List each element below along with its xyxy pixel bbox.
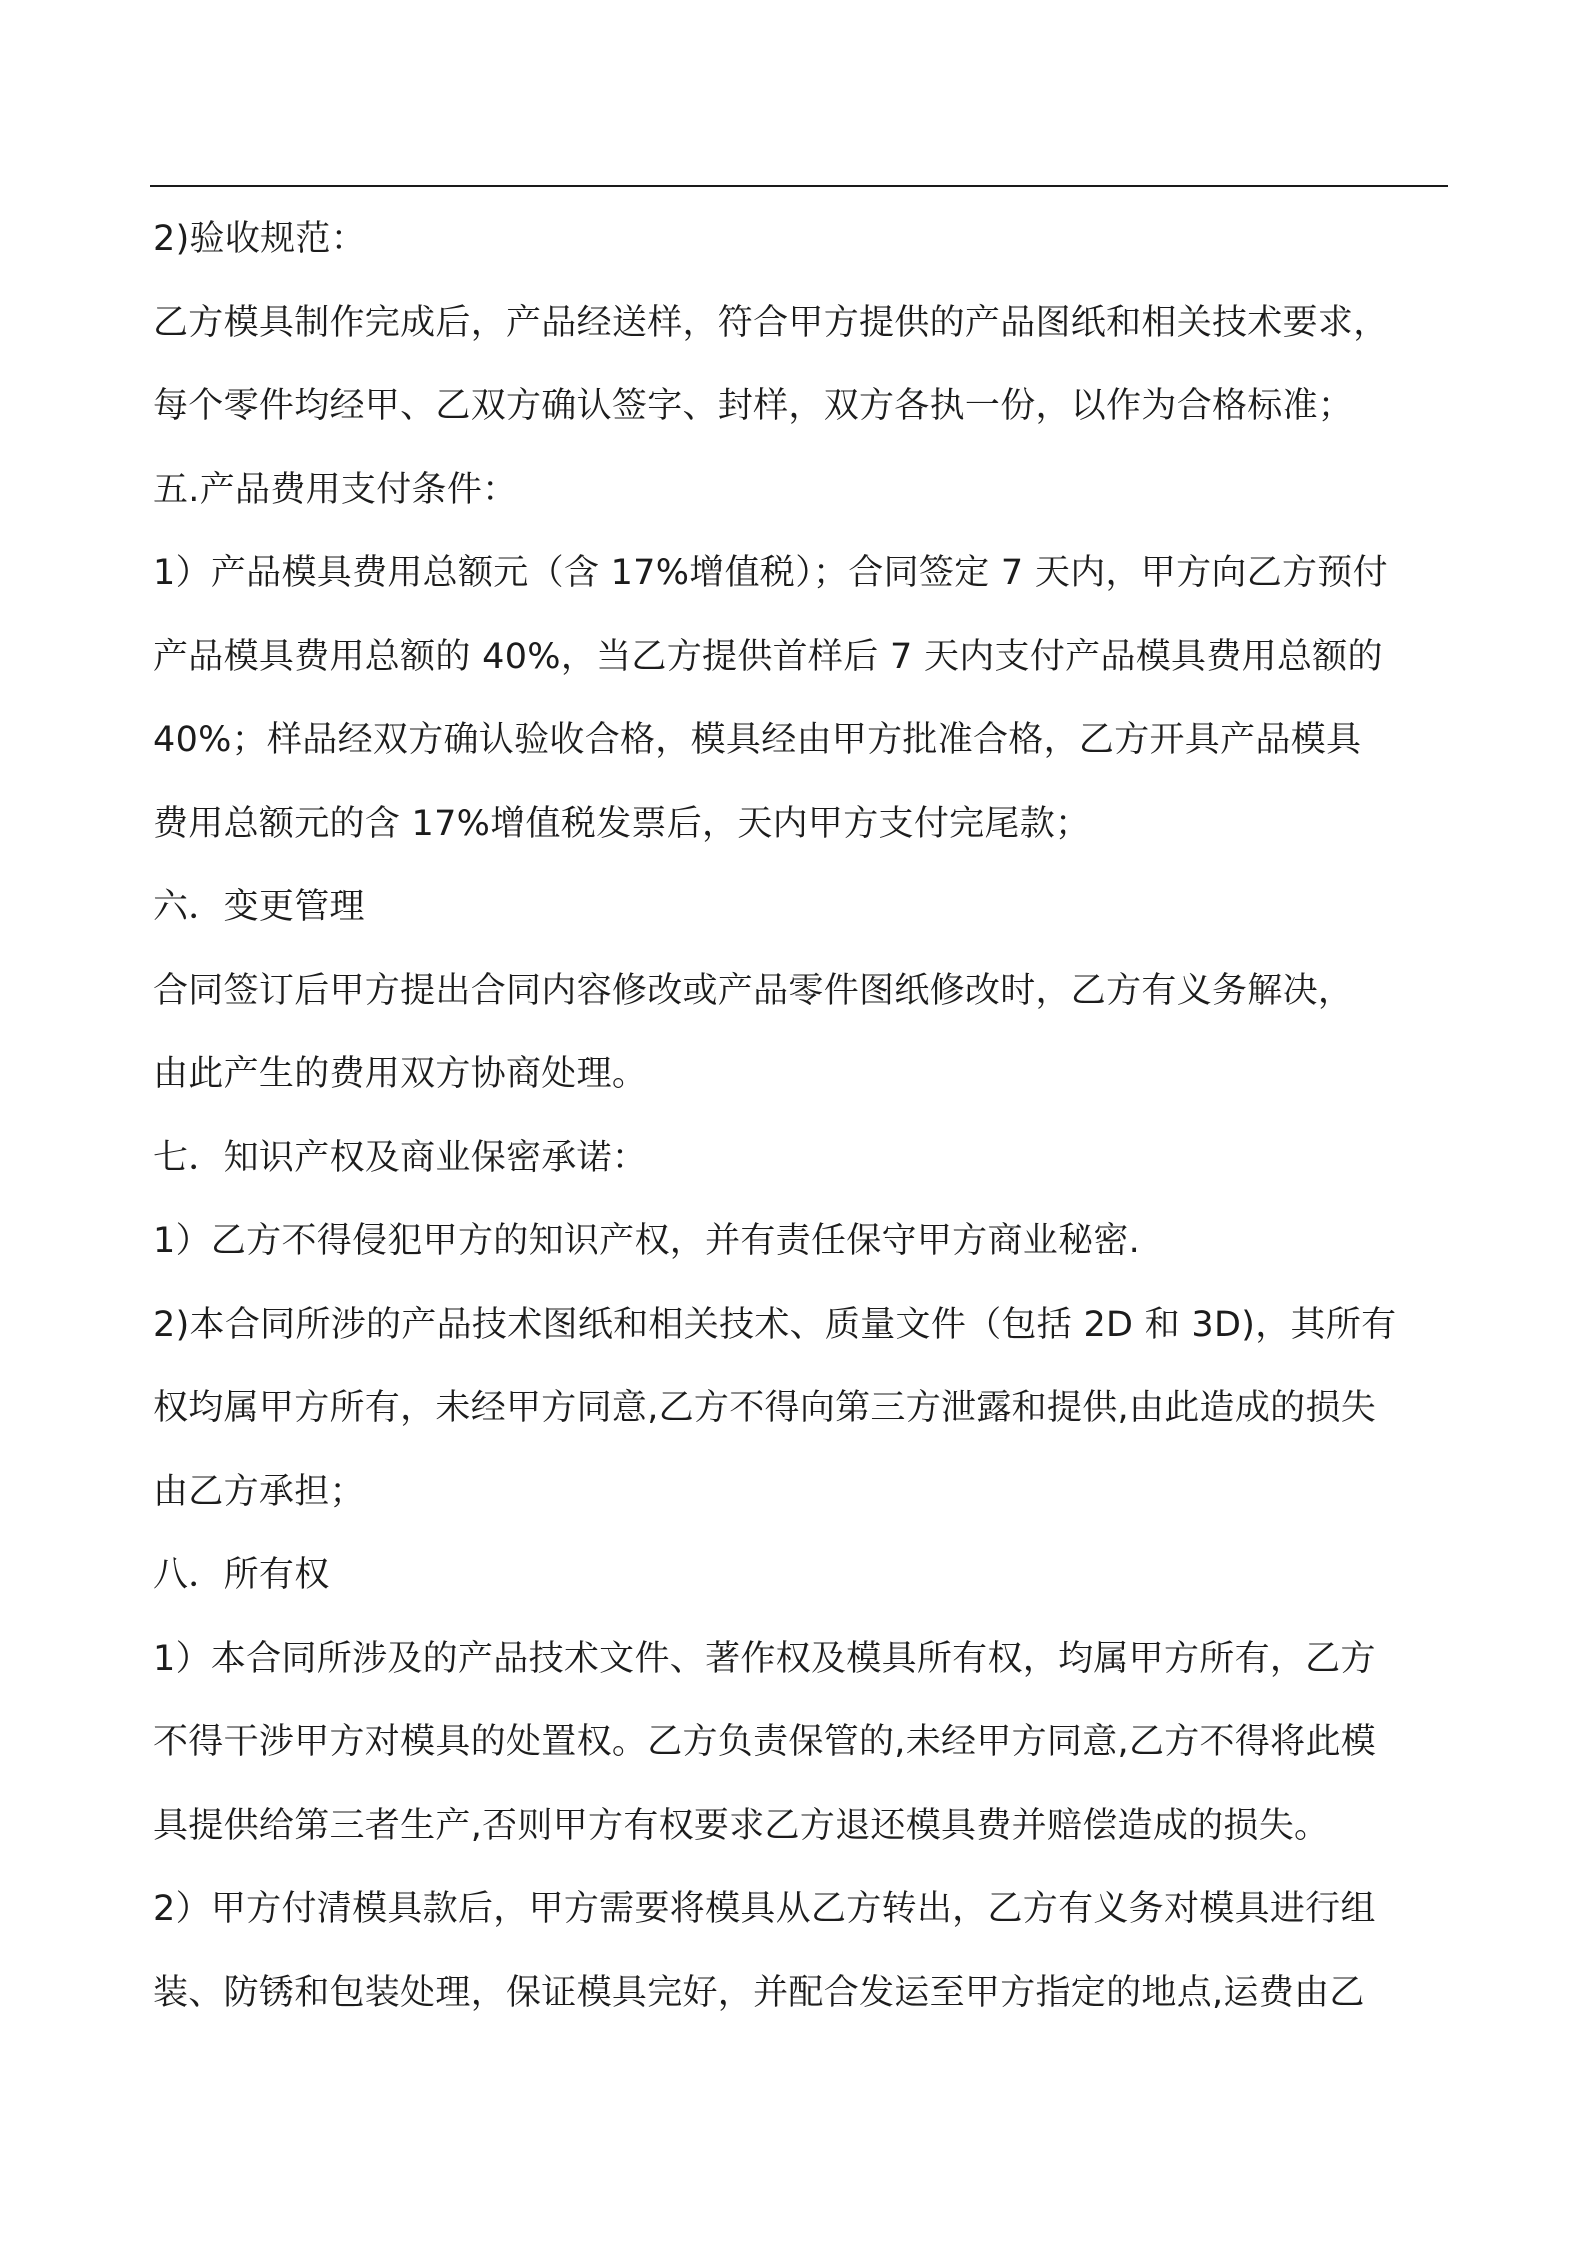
text-line: 具提供给第三者生产,否则甲方有权要求乙方退还模具费并赔偿造成的损失。: [153, 1805, 1330, 1846]
text-line: 合同签订后甲方提出合同内容修改或产品零件图纸修改时，乙方有义务解决，: [153, 970, 1354, 1011]
section-heading: 五.产品费用支付条件：: [153, 469, 518, 510]
text-line: 40%；样品经双方确认验收合格，模具经由甲方批准合格，乙方开具产品模具: [153, 720, 1362, 760]
text-line: 1）本合同所涉及的产品技术文件、著作权及模具所有权，均属甲方所有，乙方: [153, 1638, 1376, 1679]
text-line: 2)本合同所涉的产品技术图纸和相关技术、质量文件（包括 2D 和 3D)，其所有: [153, 1304, 1397, 1345]
text-line: 2）甲方付清模具款后，甲方需要将模具从乙方转出，乙方有义务对模具进行组: [153, 1889, 1376, 1929]
text-line: 1）乙方不得侵犯甲方的知识产权，并有责任保守甲方商业秘密.: [153, 1221, 1141, 1261]
text-line: 不得干涉甲方对模具的处置权。乙方负责保管的,未经甲方同意,乙方不得将此模: [153, 1722, 1377, 1762]
text-line: 权均属甲方所有，未经甲方同意,乙方不得向第三方泄露和提供,由此造成的损失: [153, 1388, 1377, 1428]
text-line: 2)验收规范：: [153, 219, 367, 259]
text-line: 由乙方承担；: [153, 1471, 365, 1512]
text-line: 费用总额元的含 17%增值税发票后，天内甲方支付完尾款；: [153, 803, 1091, 844]
text-line: 每个零件均经甲、乙双方确认签字、封样，双方各执一份，以作为合格标准；: [153, 386, 1354, 426]
text-line: 1）产品模具费用总额元（含 17%增值税）；合同签定 7 天内，甲方向乙方预付: [153, 553, 1388, 593]
contract-body: [153, 198, 1453, 2035]
text-line: 产品模具费用总额的 40%，当乙方提供首样后 7 天内支付产品模具费用总额的: [153, 636, 1383, 677]
header-rule: [150, 185, 1448, 187]
text-line: 装、防锈和包装处理，保证模具完好，并配合发运至甲方指定的地点,运费由乙: [153, 1972, 1365, 2013]
text-line: 乙方模具制作完成后，产品经送样，符合甲方提供的产品图纸和相关技术要求，: [153, 302, 1389, 343]
text-line: 由此产生的费用双方协商处理。: [153, 1054, 648, 1094]
section-heading: 八．所有权: [153, 1555, 330, 1595]
section-heading: 七．知识产权及商业保密承诺：: [153, 1137, 648, 1178]
section-heading: 六．变更管理: [153, 887, 365, 927]
